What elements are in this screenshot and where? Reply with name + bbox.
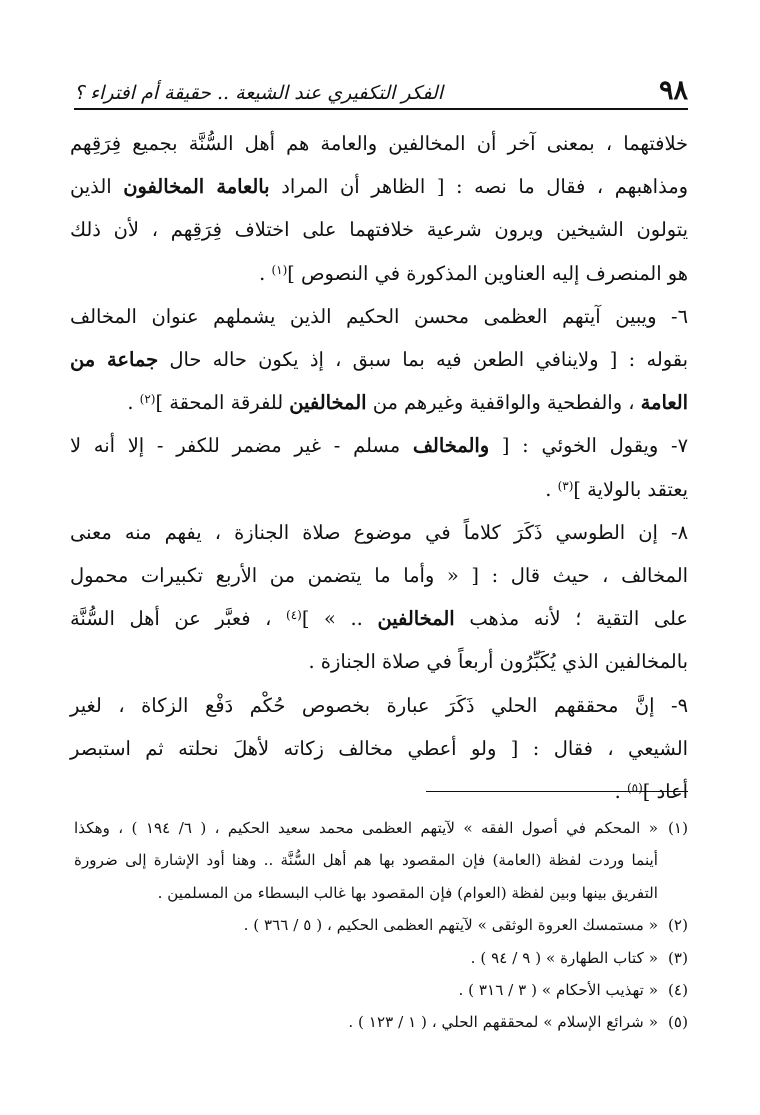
footnote-text bbox=[74, 974, 658, 1006]
text-span: المخالف ، حيث قال : [ « وأما ما يتضمن من الأربع تكبيرات محمول bbox=[70, 564, 688, 588]
footnote-ref[interactable]: (٥) bbox=[626, 781, 643, 796]
footnote-line: « كتاب الطهارة » ( ٩ / ٩٤ ) . bbox=[470, 948, 658, 967]
footnotes bbox=[74, 812, 688, 1039]
paragraph-1 bbox=[70, 122, 688, 295]
text-span: . bbox=[259, 261, 272, 285]
text-span: . bbox=[127, 391, 140, 415]
footnote-number: (٢) bbox=[667, 916, 688, 935]
text-line bbox=[70, 295, 688, 338]
page-header bbox=[74, 68, 688, 104]
text-line bbox=[70, 381, 688, 424]
bold-term: المخالفين bbox=[377, 607, 455, 631]
footnote-4 bbox=[74, 974, 688, 1006]
paragraph-4 bbox=[70, 511, 688, 684]
header-rule bbox=[74, 108, 688, 110]
text-span: ، والفطحية والواقفية وغيرهم من bbox=[366, 391, 641, 415]
footnote-number: (١) bbox=[667, 819, 688, 837]
footnote-5 bbox=[74, 1006, 688, 1038]
text-span: بقوله : [ ولاينافي الطعن فيه بما سبق ، إذ يكون حاله حال bbox=[158, 348, 688, 372]
text-span: مسلم - غير مضمر للكفر - إلا أنه لا bbox=[70, 434, 413, 458]
text-span: بالمخالفين الذي يُكَبِّرُون أربعاً في صلاة الجنازة . bbox=[308, 650, 688, 674]
text-line bbox=[70, 554, 688, 597]
text-span: يتولون الشيخين ويرون شرعية خلافتهما على اختلاف فِرَقِهم ، لأن ذلك bbox=[70, 218, 688, 242]
footnote-ref[interactable]: (١) bbox=[271, 262, 288, 277]
footnote-number: (٣) bbox=[667, 948, 688, 967]
text-line bbox=[70, 122, 688, 165]
text-span: ، فعبَّر عن أهل السُّنَّة bbox=[70, 607, 286, 631]
text-span: . bbox=[614, 780, 627, 804]
running-title: الفكر التكفيري عند الشيعة .. حقيقة أم افتراء ؟ bbox=[74, 82, 443, 105]
footnote-line: « شرائع الإسلام » لمحققهم الحلي ، ( ١ / ١٢٣ ) . bbox=[348, 1013, 658, 1032]
text-line bbox=[70, 165, 688, 208]
text-span: خلافتهما ، بمعنى آخر أن المخالفين والعامة هم أهل السُّنَّة بجميع فِرَقِهم bbox=[70, 132, 688, 155]
text-line bbox=[70, 640, 688, 683]
text-span: أعاد ] bbox=[642, 780, 688, 804]
page-number: ٩٨ bbox=[658, 75, 688, 106]
text-line bbox=[70, 597, 688, 640]
text-line bbox=[70, 511, 688, 554]
text-span: ٦- ويبين آيتهم العظمى محسن الحكيم الذين يشملهم عنوان المخالف bbox=[70, 304, 688, 328]
text-span: يعتقد بالولاية ] bbox=[573, 477, 688, 501]
footnote-line: « مستمسك العروة الوثقى » لآيتهم العظمى الحكيم ، ( ٥ / ٣٦٦ ) . bbox=[243, 916, 658, 935]
text-line bbox=[70, 338, 688, 381]
footnote-text bbox=[74, 812, 658, 909]
footnote-separator bbox=[426, 791, 688, 792]
text-span: ٨- إن الطوسي ذَكَرَ كلاماً في موضوع صلاة الجنازة ، يفهم منه معنى bbox=[70, 520, 688, 544]
paragraph-3 bbox=[70, 424, 688, 510]
text-line bbox=[70, 727, 688, 770]
paragraph-2 bbox=[70, 295, 688, 425]
bold-term: جماعة من bbox=[70, 348, 159, 372]
footnote-text bbox=[74, 909, 658, 941]
text-span: ٩- إنَّ محققهم الحلي ذَكَرَ عبارة بخصوص حُكْم دَفْع الزكاة ، لغير bbox=[70, 693, 688, 717]
text-span: للفرقة المحقة ] bbox=[155, 391, 290, 415]
footnote-text bbox=[74, 942, 658, 974]
main-text bbox=[70, 122, 688, 813]
footnote-3 bbox=[74, 942, 688, 974]
footnote-text bbox=[74, 1006, 658, 1038]
footnote-number: (٤) bbox=[667, 981, 688, 1000]
footnote-ref[interactable]: (٢) bbox=[139, 392, 156, 407]
text-line bbox=[70, 424, 688, 467]
bold-term: المخالفين bbox=[289, 391, 367, 415]
text-line bbox=[70, 468, 688, 511]
bold-term: العامة bbox=[640, 391, 688, 415]
text-span: الشيعي ، فقال : [ ولو أعطي مخالف زكاته لأهلَ نحلته ثم استبصر bbox=[70, 736, 688, 760]
footnote-line: « المحكم في أصول الفقه » لآيتهم العظمى محمد سعيد الحكيم ، ( ٦/ ١٩٤ ) ، وهكذا bbox=[74, 819, 658, 837]
footnote-number: (٥) bbox=[667, 1013, 688, 1032]
bold-term: والمخالف bbox=[412, 434, 490, 458]
text-span: ٧- ويقول الخوئي : [ bbox=[489, 434, 688, 458]
text-line bbox=[70, 208, 688, 251]
bold-term: بالعامة المخالفون bbox=[123, 175, 270, 199]
footnote-2 bbox=[74, 909, 688, 941]
footnote-line: التفريق بينها وبين لفظة (العوام) فإن المقصود بها غالب البسطاء من المسلمين . bbox=[157, 883, 658, 902]
text-span: . bbox=[545, 477, 558, 501]
footnote-line: « تهذيب الأحكام » ( ٣ / ٣١٦ ) . bbox=[458, 981, 658, 1000]
footnote-line: أينما وردت لفظة (العامة) فإن المقصود بها هم أهل السُّنَّة .. وهنا أود الإشارة إلى ضرورة bbox=[74, 851, 658, 870]
text-span: ومذاهبهم ، فقال ما نصه : [ الظاهر أن المراد bbox=[269, 175, 688, 199]
footnote-1 bbox=[74, 812, 688, 909]
footnote-ref[interactable]: (٤) bbox=[286, 608, 302, 623]
text-line bbox=[70, 252, 688, 295]
text-span: .. » ] bbox=[301, 607, 378, 631]
footnote-ref[interactable]: (٣) bbox=[557, 478, 574, 493]
paragraph-5 bbox=[70, 684, 688, 814]
text-line bbox=[70, 684, 688, 727]
text-span: الذين bbox=[70, 175, 124, 199]
text-span: على التقية ؛ لأنه مذهب bbox=[454, 607, 688, 631]
text-span: هو المنصرف إليه العناوين المذكورة في النصوص ] bbox=[287, 261, 688, 285]
